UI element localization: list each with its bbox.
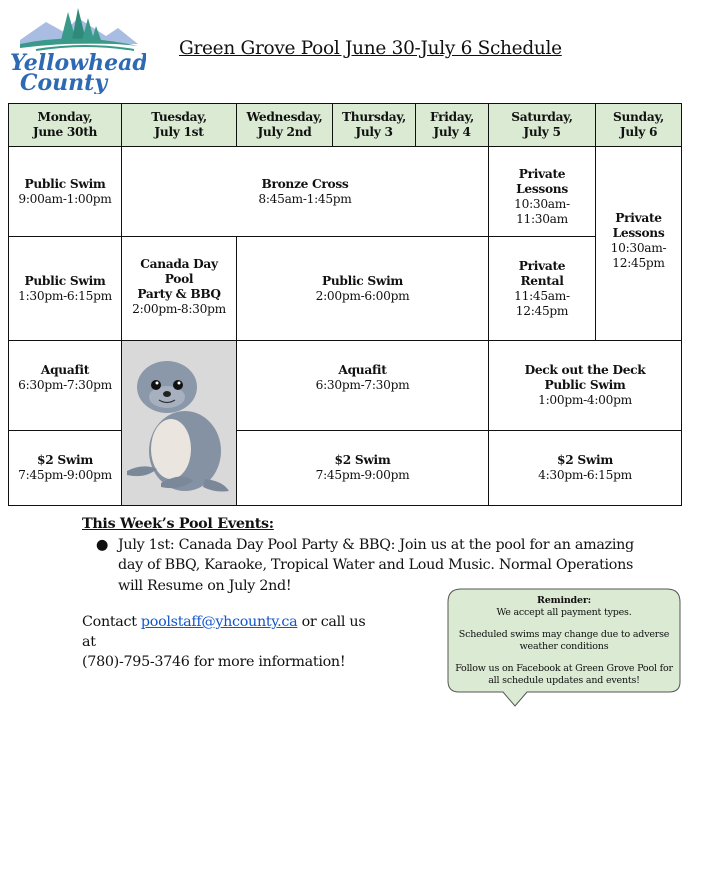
seal-illustration-icon <box>123 341 236 501</box>
event-cell: Bronze Cross 8:45am-1:45pm <box>122 147 489 237</box>
seal-image-cell <box>122 341 237 506</box>
event-cell: $2 Swim 7:45pm-9:00pm <box>9 430 122 505</box>
reminder-callout <box>447 588 681 710</box>
day-header-tuesday: Tuesday, July 1st <box>122 104 237 147</box>
event-cell: Canada Day Pool Party & BBQ 2:00pm-8:30pm <box>122 237 237 341</box>
day-header-wednesday: Wednesday, July 2nd <box>237 104 333 147</box>
day-header-monday: Monday, June 30th <box>9 104 122 147</box>
pool-events-heading: This Week’s Pool Events: <box>82 516 274 532</box>
event-cell: Private Lessons 10:30am- 12:45pm <box>596 147 682 341</box>
page-title: Green Grove Pool June 30-July 6 Schedule <box>179 38 562 59</box>
day-header-thursday: Thursday, July 3 <box>333 104 416 147</box>
table-row <box>9 430 682 505</box>
event-cell: Aquafit 6:30pm-7:30pm <box>237 341 489 431</box>
event-cell: Private Lessons 10:30am- 11:30am <box>489 147 596 237</box>
event-cell: Deck out the Deck Public Swim 1:00pm-4:00pm <box>489 341 682 431</box>
day-header-saturday: Saturday, July 5 <box>489 104 596 147</box>
table-row <box>9 237 682 341</box>
bullet-icon: ● <box>96 536 109 553</box>
yellowhead-county-logo <box>6 4 146 94</box>
pool-events-list <box>82 535 642 597</box>
email-link[interactable]: poolstaff@yhcounty.ca <box>140 614 298 630</box>
event-cell: Aquafit 6:30pm-7:30pm <box>9 341 122 431</box>
day-header-row <box>9 104 682 147</box>
contact-info: Contact poolstaff@yhcounty.ca or call us at (780)-795-3746 for more information! <box>82 614 366 670</box>
day-header-sunday: Sunday, July 6 <box>596 104 682 147</box>
table-row <box>9 147 682 237</box>
svg-text:County: County <box>20 70 108 94</box>
event-cell: Public Swim 9:00am-1:00pm <box>9 147 122 237</box>
reminder-text: Reminder: We accept all payment types. Scheduled swims may change due to adverse weather conditions Follow us on Facebook at Green Grove Pool for all schedule updates and events! <box>455 595 673 686</box>
event-cell: $2 Swim 4:30pm-6:15pm <box>489 430 682 505</box>
event-cell: Public Swim 1:30pm-6:15pm <box>9 237 122 341</box>
day-header-friday: Friday, July 4 <box>416 104 489 147</box>
table-row <box>9 341 682 431</box>
event-cell: Private Rental 11:45am- 12:45pm <box>489 237 596 341</box>
schedule-table <box>8 103 682 506</box>
svg-text:Yellowhead: Yellowhead <box>10 50 146 76</box>
list-item: ● July 1st: Canada Day Pool Party & BBQ: Join us at the pool for an amazing day of BBQ, Karaoke, Tropical Water and Loud Music. Normal Operations will Resume on July 2nd! <box>96 536 634 594</box>
pool-events-section <box>82 514 642 596</box>
event-cell: Public Swim 2:00pm-6:00pm <box>237 237 489 341</box>
event-cell: $2 Swim 7:45pm-9:00pm <box>237 430 489 505</box>
mountain-trees-logo-icon <box>6 4 146 94</box>
